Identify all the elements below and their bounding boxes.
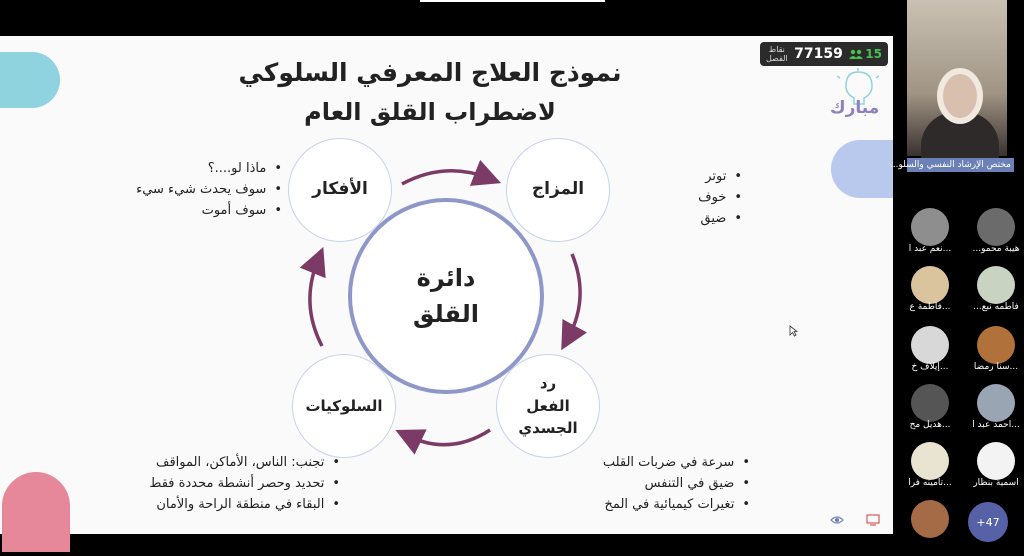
participant-tile[interactable] — [968, 266, 1024, 322]
avatar — [977, 326, 1015, 364]
participant-name: ...إيلاف خ — [911, 362, 949, 372]
list-item: • تغيرات كيميائية في المخ — [560, 494, 750, 515]
mouse-cursor-icon — [789, 325, 799, 337]
mood-label: المزاج — [531, 179, 585, 200]
host-video[interactable] — [907, 0, 1007, 156]
participant-tile[interactable] — [968, 326, 1024, 382]
behaviors-circle — [292, 354, 396, 458]
top-edge-line — [420, 0, 605, 2]
mood-list — [660, 166, 742, 229]
center-label-line1: دائرة — [416, 264, 476, 292]
participant-name: هيبة محمو... — [972, 244, 1020, 254]
host-avatar — [943, 74, 977, 118]
avatar — [911, 500, 949, 538]
list-item: • ضيق — [660, 208, 742, 229]
slide-title: نموذج العلاج المعرفي السلوكي — [238, 58, 622, 87]
thoughts-circle — [288, 138, 392, 242]
avatar — [911, 384, 949, 422]
behaviors-list — [120, 452, 340, 515]
body-label-line2: الفعل — [526, 396, 570, 415]
participant-tile[interactable] — [968, 442, 1024, 498]
arrow-body-to-behaviors — [408, 430, 490, 445]
participant-tile[interactable] — [902, 326, 958, 382]
thoughts-label: الأفكار — [312, 179, 368, 200]
brand-logo — [828, 68, 884, 120]
participant-name: ...تامينه فرا — [908, 478, 952, 488]
body-label-line3: الجسدي — [518, 419, 578, 438]
avatar — [977, 208, 1015, 246]
body-label-line1: رد — [539, 374, 557, 393]
avatar — [911, 442, 949, 480]
badge-label-line1: نقاط — [768, 45, 785, 54]
center-label-line2: القلق — [413, 300, 479, 328]
avatar — [911, 208, 949, 246]
body-reaction-list — [560, 452, 750, 515]
participant-tile[interactable] — [902, 442, 958, 498]
participant-name: فاطمه نبع... — [973, 302, 1019, 312]
list-item: • تجنب: الناس، الأماكن، المواقف — [120, 452, 340, 473]
participant-tile[interactable] — [902, 384, 958, 440]
list-item: • سوف يحدث شيء سيء — [110, 179, 282, 200]
avatar — [977, 384, 1015, 422]
thoughts-list — [110, 158, 282, 221]
online-users — [849, 47, 882, 61]
more-participants-button[interactable]: +47 — [968, 502, 1008, 542]
participant-name: ...فاطمة ع — [909, 302, 951, 312]
participant-name: ...هديل مح — [909, 420, 951, 430]
points-count: 77159 — [794, 46, 843, 62]
list-item: • سرعة في ضربات القلب — [560, 452, 750, 473]
avatar — [911, 266, 949, 304]
participant-name: ...سنا رمضا — [973, 362, 1019, 372]
list-item: • سوف أموت — [110, 200, 282, 221]
participant-tile[interactable] — [902, 500, 958, 556]
arrow-thoughts-to-mood — [402, 171, 488, 184]
slide-controls — [830, 514, 880, 530]
presentation-slide — [0, 36, 893, 534]
users-icon — [849, 49, 863, 59]
slide-subtitle: لاضطراب القلق العام — [304, 98, 556, 126]
list-item: • البقاء في منطقة الراحة والأمان — [120, 494, 340, 515]
list-item: • ضيق في التنفس — [560, 473, 750, 494]
participant-tile[interactable] — [902, 208, 958, 264]
behaviors-label: السلوكيات — [305, 396, 383, 415]
list-item: • خوف — [660, 187, 742, 208]
avatar — [911, 326, 949, 364]
participant-name: اسمية بنظار — [973, 478, 1019, 488]
logo-text: مبارك — [830, 98, 880, 118]
eye-icon[interactable] — [830, 514, 844, 526]
points-badge[interactable] — [760, 42, 888, 66]
mood-circle — [506, 138, 610, 242]
participant-name: ...نعم عبد ا — [908, 244, 952, 254]
users-count: 15 — [865, 47, 882, 61]
body-reaction-circle — [496, 354, 600, 458]
list-item: • توتر — [660, 166, 742, 187]
badge-label-line2: الفصل — [766, 54, 788, 63]
participant-tile[interactable] — [968, 208, 1024, 264]
list-item: • ماذا لو....؟ — [110, 158, 282, 179]
list-item: • تحديد وحصر أنشطة محددة فقط — [120, 473, 340, 494]
avatar — [977, 442, 1015, 480]
screen-share-icon[interactable] — [866, 514, 880, 526]
participant-name: ...احمد عبد ا — [972, 420, 1020, 430]
arrow-mood-to-body — [568, 254, 580, 338]
host-name-label: مختص الإرشاد النفسي والسلو... — [907, 158, 1014, 172]
participant-tile[interactable] — [968, 384, 1024, 440]
arrow-behaviors-to-thoughts — [310, 260, 322, 346]
participant-tile[interactable] — [902, 266, 958, 322]
avatar — [977, 266, 1015, 304]
